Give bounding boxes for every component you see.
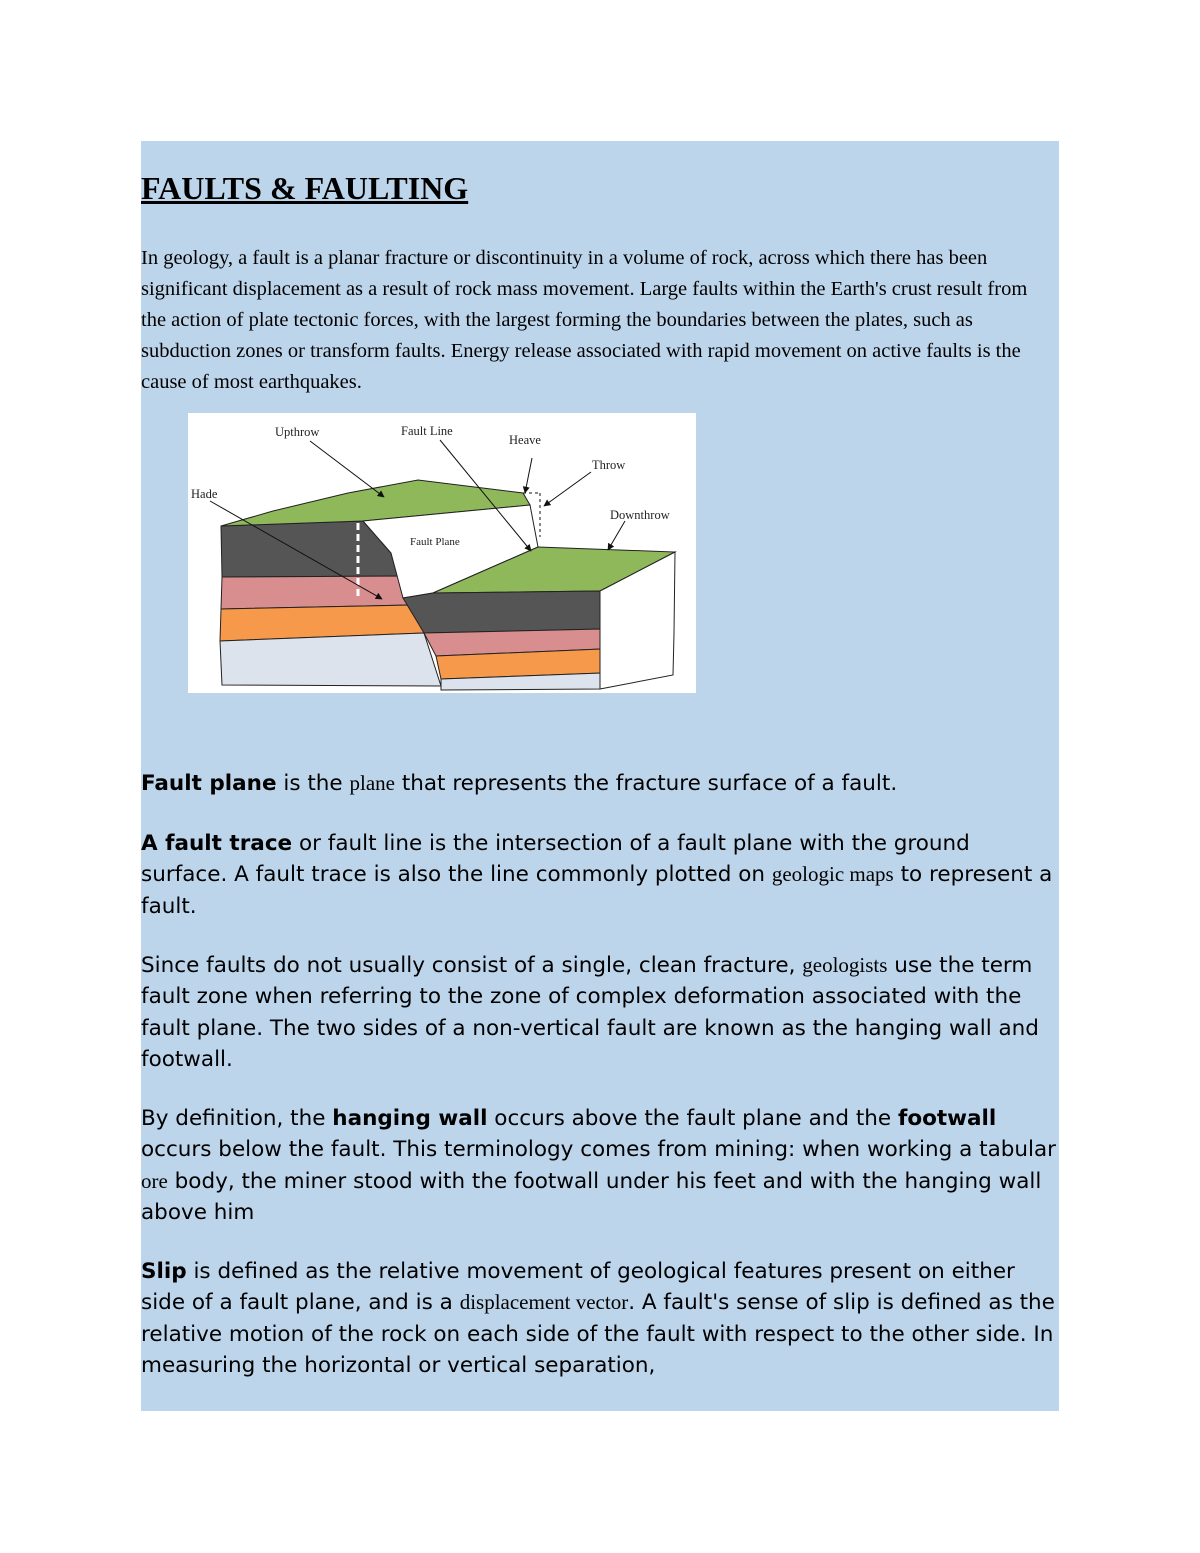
term-hanging-wall: hanging wall — [332, 1106, 488, 1131]
intro-paragraph: In geology, a fault is a planar fracture or discontinuity in a volume of rock, across which there has been significant displacement as a result of rock mass movement. Large faults within the Earth's crust result from the action of plate tectonic forces, with the largest forming the boundaries between the plates, such as subduction zones or transform faults. Energy release associated with rapid movement on active faults is the cause of most earthquakes. — [141, 247, 1028, 393]
downthrow-dark-layer — [403, 591, 602, 633]
heave-arrow — [525, 458, 532, 493]
label-downthrow: Downthrow — [610, 508, 670, 522]
link-geologic-maps[interactable]: geologic maps — [771, 862, 894, 887]
paragraph-fault-plane: Fault plane is the plane that represents the fracture surface of a fault. — [141, 771, 898, 796]
paragraph-fault-zone: Since faults do not usually consist of a single, clean fracture, geologists use the term fault zone when referring to the zone of complex deformation associated with the fault plane. The two sides of a non-vertical fault are known as the hanging wall and footwall. — [141, 953, 1039, 1072]
label-upthrow: Upthrow — [275, 425, 320, 439]
page-title: FAULTS & FAULTING — [141, 170, 469, 206]
fault-diagram-svg — [188, 413, 696, 693]
link-ore[interactable]: ore — [141, 1168, 168, 1193]
label-heave: Heave — [509, 433, 541, 447]
label-throw: Throw — [592, 458, 626, 472]
upthrow-base-layer — [220, 633, 441, 686]
paragraph-slip: Slip is defined as the relative movement of geological features present on either side of a fault plane, and is a displacement vector. A fault's sense of slip is defined as the relative motion of the rock on each side of the fault with respect to the other side. In measuring the horizontal or vertical separation, — [141, 1259, 1055, 1378]
fault-diagram — [188, 413, 696, 693]
link-displacement-vector[interactable]: displacement vector — [459, 1290, 629, 1315]
throw-arrow — [544, 472, 591, 506]
paragraph-hanging-wall: By definition, the hanging wall occurs above the fault plane and the footwall occurs below the fault. This terminology comes from mining: when working a tabular ore body, the miner stood with the footwall under his feet and with the hanging wall above him — [141, 1106, 1056, 1225]
label-fault-plane: Fault Plane — [410, 536, 460, 548]
link-geologists[interactable]: geologists — [802, 953, 888, 977]
link-plane[interactable]: plane — [349, 771, 395, 795]
label-hade: Hade — [191, 487, 218, 501]
term-footwall: footwall — [897, 1106, 997, 1131]
paragraph-fault-trace: A fault trace or fault line is the intersection of a fault plane with the ground surface. A fault trace is also the line commonly plotted on geologic maps to represent a fault. — [141, 831, 1053, 919]
label-fault-line: Fault Line — [401, 424, 453, 438]
downthrow-arrow — [608, 521, 625, 550]
term-fault-trace: A fault trace — [141, 831, 293, 856]
term-fault-plane: Fault plane — [141, 771, 277, 796]
upthrow-pink-layer — [221, 576, 410, 609]
term-slip: Slip — [141, 1259, 187, 1284]
upthrow-arrow — [310, 441, 384, 497]
